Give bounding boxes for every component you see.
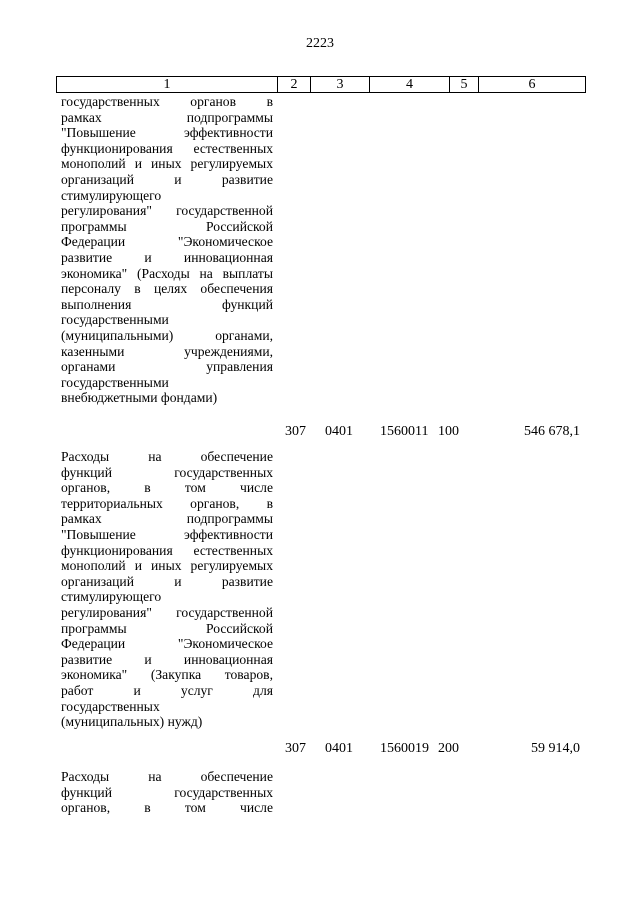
row-2-line: Расходы на обеспечение	[61, 449, 273, 464]
row-1-line: развитие и инновационная	[61, 249, 273, 265]
row-1-line: рамках подпрограммы	[61, 109, 273, 125]
row-2-description	[61, 449, 273, 730]
row-3-line: органов, в том числе	[61, 800, 273, 816]
row-1-col-2: 307	[285, 424, 306, 439]
row-2-line: государственных	[61, 698, 160, 714]
row-2-line: монополий и иных регулируемых	[61, 558, 273, 574]
row-2-line: работ и услуг для	[61, 682, 273, 698]
row-1-line: государственными	[61, 312, 169, 328]
row-2-line: экономика" (Закупка товаров,	[61, 667, 273, 683]
row-1-line: организаций и развитие	[61, 171, 273, 187]
row-2-line: регулирования" государственной	[61, 604, 273, 620]
header-col-6: 6	[528, 77, 536, 92]
row-1-line: монополий и иных регулируемых	[61, 156, 273, 172]
row-2-col-2: 307	[285, 741, 306, 756]
header-col-4: 4	[370, 77, 450, 92]
row-1-line: экономика" (Расходы на выплаты	[61, 265, 273, 281]
row-3-line: функций государственных	[61, 784, 273, 800]
row-2-line: организаций и развитие	[61, 573, 273, 589]
row-2-line: "Повышение эффективности	[61, 526, 273, 542]
row-1-line: "Повышение эффективности	[61, 125, 273, 141]
row-1-line: государственных органов в	[61, 94, 273, 109]
row-2-col-3: 0401	[325, 741, 353, 756]
row-1-description	[61, 94, 273, 406]
row-2-line: программы Российской	[61, 620, 273, 636]
row-1-line: персоналу в целях обеспечения	[61, 281, 273, 297]
row-1-line: программы Российской	[61, 218, 273, 234]
row-1-line: регулирования" государственной	[61, 203, 273, 219]
row-2-line: рамках подпрограммы	[61, 511, 273, 527]
row-2-col-4: 1560019	[380, 741, 429, 756]
row-2-line: функций государственных	[61, 464, 273, 480]
row-2-line: Федерации "Экономическое	[61, 636, 273, 652]
row-1-line: Федерации "Экономическое	[61, 234, 273, 250]
row-1-col-6: 546 678,1	[524, 424, 580, 439]
row-1-line: казенными учреждениями,	[61, 343, 273, 359]
row-1-line: государственными	[61, 374, 169, 390]
row-3-line: Расходы на обеспечение	[61, 769, 273, 784]
row-1-col-5: 100	[438, 424, 459, 439]
table-header-row	[56, 76, 586, 93]
row-2-line: органов, в том числе	[61, 480, 273, 496]
row-1-line: внебюджетными фондами)	[61, 390, 218, 406]
row-1-line: выполнения функций	[61, 296, 273, 312]
row-1-line: стимулирующего	[61, 187, 162, 203]
row-2-col-5: 200	[438, 741, 459, 756]
row-2-line: стимулирующего	[61, 589, 162, 605]
row-2-line: территориальных органов, в	[61, 495, 273, 511]
header-col-2: 2	[278, 77, 311, 92]
row-1-line: функционирования естественных	[61, 140, 273, 156]
row-3-description	[61, 769, 273, 816]
row-2-line: развитие и инновационная	[61, 651, 273, 667]
page-number: 2223	[306, 36, 334, 51]
row-2-line: функционирования естественных	[61, 542, 273, 558]
header-col-1: 1	[57, 77, 278, 92]
row-2-col-6: 59 914,0	[531, 741, 580, 756]
row-1-col-3: 0401	[325, 424, 353, 439]
row-1-line: (муниципальными) органами,	[61, 327, 273, 343]
row-1-col-4: 1560011	[380, 424, 429, 439]
row-2-line: (муниципальных) нужд)	[61, 714, 203, 730]
header-col-5: 5	[450, 77, 479, 92]
row-1-line: органами управления	[61, 359, 273, 375]
header-col-3: 3	[311, 77, 370, 92]
